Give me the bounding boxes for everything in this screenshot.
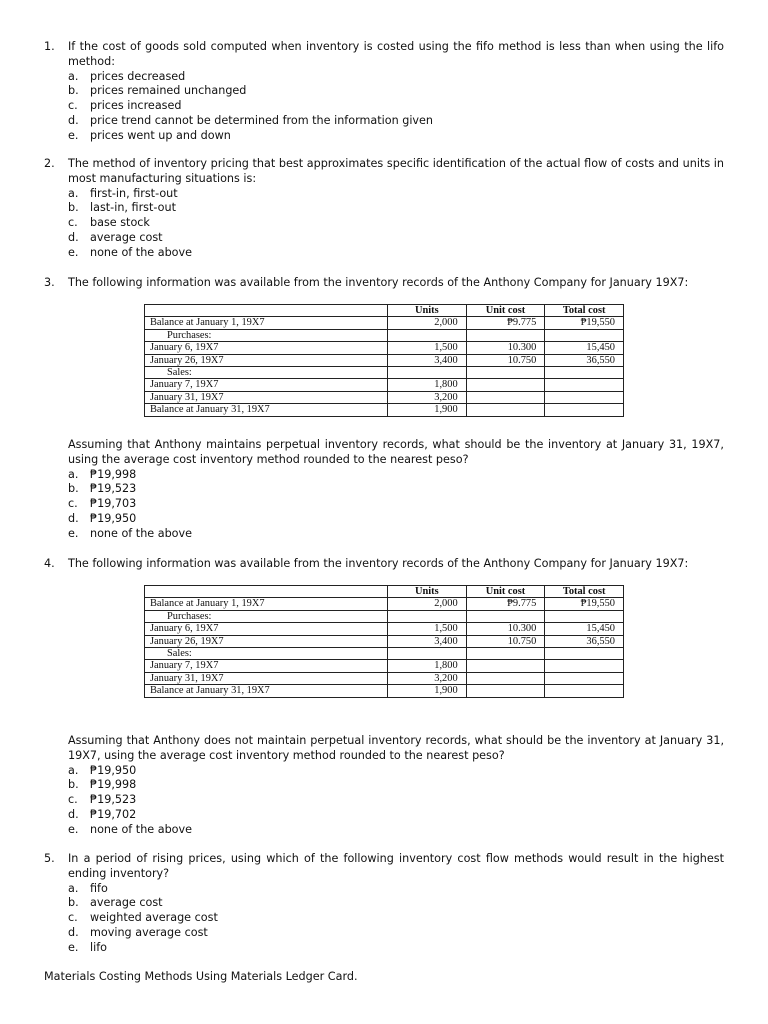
- row-label: January 26, 19X7: [145, 635, 388, 647]
- row-units: 3,400: [388, 635, 467, 647]
- row-total-cost: [545, 648, 624, 660]
- choice-text: prices decreased: [90, 69, 186, 83]
- choice-text: ₱19,950: [90, 511, 137, 525]
- table-header-row: [145, 586, 624, 598]
- question-number: 4.: [44, 557, 55, 570]
- row-total-cost: [545, 404, 624, 416]
- choice-d: [68, 926, 724, 941]
- row-unit-cost: ₱9.775: [466, 317, 545, 329]
- choice-letter: d.: [68, 511, 79, 525]
- choice-text: ₱19,998: [90, 778, 137, 792]
- inventory-table: [144, 585, 624, 698]
- question-text: The method of inventory pricing that best approximates specific identification of the actual flow of costs and units in most manufacturing situations is:: [68, 157, 724, 185]
- row-total-cost: [545, 685, 624, 697]
- question-number: 3.: [44, 276, 55, 289]
- choice-letter: c.: [68, 99, 78, 113]
- choice-text: ₱19,998: [90, 467, 137, 481]
- row-units: 3,400: [388, 354, 467, 366]
- choice-letter: b.: [68, 482, 79, 496]
- table-header-units: Units: [388, 586, 467, 598]
- row-label: Balance at January 1, 19X7: [145, 598, 388, 610]
- row-label: January 6, 19X7: [145, 623, 388, 635]
- choice-c: [68, 911, 724, 926]
- inventory-table: [144, 304, 624, 417]
- table-row: [145, 329, 624, 341]
- choice-e: [68, 823, 724, 838]
- choice-d: [68, 114, 724, 129]
- question-4-followup: [44, 734, 724, 838]
- choice-a: [68, 187, 724, 202]
- row-unit-cost: [466, 685, 545, 697]
- row-unit-cost: 10.750: [466, 635, 545, 647]
- row-unit-cost: [466, 404, 545, 416]
- choice-a: [68, 468, 724, 483]
- table-header-total-cost: Total cost: [545, 305, 624, 317]
- choice-text: last-in, first-out: [90, 201, 176, 215]
- table-row: [145, 672, 624, 684]
- row-unit-cost: [466, 379, 545, 391]
- row-units: 2,000: [388, 598, 467, 610]
- row-unit-cost: [466, 660, 545, 672]
- choice-text: average cost: [90, 896, 163, 910]
- row-units: 1,500: [388, 623, 467, 635]
- table-header-row: [145, 305, 624, 317]
- row-units: [388, 367, 467, 379]
- row-unit-cost: ₱9.775: [466, 598, 545, 610]
- choice-e: [68, 246, 724, 261]
- choice-text: price trend cannot be determined from the information given: [90, 113, 434, 127]
- question-number: 5.: [44, 852, 55, 865]
- choice-list: [68, 187, 724, 261]
- question-4: [44, 557, 724, 572]
- row-unit-cost: 10.300: [466, 342, 545, 354]
- row-units: 3,200: [388, 391, 467, 403]
- table-row: [145, 685, 624, 697]
- choice-e: [68, 129, 724, 144]
- row-label: Balance at January 1, 19X7: [145, 317, 388, 329]
- table-row: [145, 354, 624, 366]
- choice-text: prices increased: [90, 99, 182, 113]
- choice-letter: c.: [68, 911, 78, 925]
- row-label: Purchases:: [145, 329, 388, 341]
- row-total-cost: ₱19,550: [545, 317, 624, 329]
- table-header-units: Units: [388, 305, 467, 317]
- table-header-unit-cost: Unit cost: [466, 305, 545, 317]
- row-units: [388, 329, 467, 341]
- choice-letter: a.: [68, 881, 79, 895]
- question-followup-text: Assuming that Anthony does not maintain perpetual inventory records, what should be the inventory at January 31, 19X7, using the average cost inventory method rounded to the nearest peso?: [68, 734, 724, 762]
- choice-b: [68, 778, 724, 793]
- choice-text: ₱19,523: [90, 482, 137, 496]
- choice-list: [68, 70, 724, 144]
- choice-letter: b.: [68, 896, 79, 910]
- choice-b: [68, 84, 724, 99]
- choice-letter: d.: [68, 113, 79, 127]
- row-label: January 6, 19X7: [145, 342, 388, 354]
- table-row: [145, 317, 624, 329]
- table-header-blank: [145, 586, 388, 598]
- choice-letter: d.: [68, 925, 79, 939]
- choice-text: prices went up and down: [90, 128, 231, 142]
- choice-text: fifo: [90, 881, 108, 895]
- row-unit-cost: [466, 391, 545, 403]
- row-label: Sales:: [145, 367, 388, 379]
- row-total-cost: [545, 672, 624, 684]
- table-row: [145, 610, 624, 622]
- choice-d: [68, 512, 724, 527]
- choice-e: [68, 527, 724, 542]
- row-label: Purchases:: [145, 610, 388, 622]
- row-label: January 7, 19X7: [145, 379, 388, 391]
- table-row: [145, 404, 624, 416]
- choice-d: [68, 231, 724, 246]
- row-units: 1,500: [388, 342, 467, 354]
- choice-a: [68, 70, 724, 85]
- choice-text: ₱19,703: [90, 497, 137, 511]
- choice-letter: a.: [68, 186, 79, 200]
- row-total-cost: [545, 660, 624, 672]
- row-total-cost: 15,450: [545, 623, 624, 635]
- row-label: January 26, 19X7: [145, 354, 388, 366]
- row-label: Sales:: [145, 648, 388, 660]
- choice-letter: a.: [68, 763, 79, 777]
- choice-a: [68, 764, 724, 779]
- choice-text: prices remained unchanged: [90, 84, 247, 98]
- choice-d: [68, 808, 724, 823]
- choice-e: [68, 941, 724, 956]
- row-label: Balance at January 31, 19X7: [145, 404, 388, 416]
- question-3: [44, 276, 724, 291]
- table-row: [145, 635, 624, 647]
- table-row: [145, 623, 624, 635]
- choice-text: ₱19,702: [90, 807, 137, 821]
- row-units: [388, 648, 467, 660]
- row-label: January 31, 19X7: [145, 672, 388, 684]
- table-header-blank: [145, 305, 388, 317]
- row-units: 1,900: [388, 685, 467, 697]
- choice-c: [68, 99, 724, 114]
- choice-b: [68, 201, 724, 216]
- choice-letter: d.: [68, 230, 79, 244]
- row-total-cost: 36,550: [545, 354, 624, 366]
- table-header-unit-cost: Unit cost: [466, 586, 545, 598]
- row-units: 1,900: [388, 404, 467, 416]
- choice-text: none of the above: [90, 245, 193, 259]
- row-label: Balance at January 31, 19X7: [145, 685, 388, 697]
- row-unit-cost: [466, 648, 545, 660]
- choice-letter: b.: [68, 778, 79, 792]
- row-unit-cost: [466, 329, 545, 341]
- question-number: 1.: [44, 40, 55, 53]
- table-row: [145, 391, 624, 403]
- choice-letter: e.: [68, 526, 79, 540]
- table-row: [145, 379, 624, 391]
- question-5: [44, 852, 724, 956]
- choice-text: lifo: [90, 940, 107, 954]
- choice-text: ₱19,523: [90, 793, 137, 807]
- choice-letter: e.: [68, 940, 79, 954]
- table-row: [145, 648, 624, 660]
- table-row: [145, 367, 624, 379]
- table-header-total-cost: Total cost: [545, 586, 624, 598]
- choice-c: [68, 793, 724, 808]
- choice-letter: c.: [68, 216, 78, 230]
- choice-text: base stock: [90, 216, 150, 230]
- row-units: 2,000: [388, 317, 467, 329]
- choice-text: weighted average cost: [90, 911, 218, 925]
- choice-letter: b.: [68, 201, 79, 215]
- choice-text: moving average cost: [90, 925, 208, 939]
- question-3-followup: [44, 438, 724, 542]
- table-row: [145, 660, 624, 672]
- row-units: 1,800: [388, 660, 467, 672]
- choice-b: [68, 482, 724, 497]
- row-unit-cost: 10.300: [466, 623, 545, 635]
- choice-text: none of the above: [90, 822, 193, 836]
- row-label: January 7, 19X7: [145, 660, 388, 672]
- choice-letter: e.: [68, 245, 79, 259]
- row-units: 3,200: [388, 672, 467, 684]
- row-total-cost: [545, 367, 624, 379]
- row-unit-cost: [466, 610, 545, 622]
- row-unit-cost: [466, 672, 545, 684]
- choice-letter: c.: [68, 497, 78, 511]
- choice-list: [68, 468, 724, 542]
- row-total-cost: [545, 379, 624, 391]
- row-units: 1,800: [388, 379, 467, 391]
- question-followup-text: Assuming that Anthony maintains perpetual inventory records, what should be the inventory at January 31, 19X7, using the average cost inventory method rounded to the nearest peso?: [68, 438, 724, 466]
- choice-letter: d.: [68, 807, 79, 821]
- choice-list: [68, 882, 724, 956]
- choice-letter: a.: [68, 467, 79, 481]
- question-text: The following information was available from the inventory records of the Anthony Company for January 19X7:: [68, 276, 689, 289]
- choice-letter: e.: [68, 822, 79, 836]
- question-text: In a period of rising prices, using which of the following inventory cost flow methods would result in the highest ending inventory?: [68, 852, 724, 880]
- row-total-cost: [545, 391, 624, 403]
- question-2: [44, 157, 724, 261]
- choice-a: [68, 882, 724, 897]
- row-units: [388, 610, 467, 622]
- question-text: The following information was available from the inventory records of the Anthony Company for January 19X7:: [68, 557, 689, 570]
- choice-b: [68, 896, 724, 911]
- choice-letter: e.: [68, 128, 79, 142]
- question-number: 2.: [44, 157, 55, 170]
- row-total-cost: ₱19,550: [545, 598, 624, 610]
- table-row: [145, 598, 624, 610]
- table-row: [145, 342, 624, 354]
- choice-text: average cost: [90, 230, 163, 244]
- row-total-cost: [545, 329, 624, 341]
- choice-text: none of the above: [90, 526, 193, 540]
- row-unit-cost: 10.750: [466, 354, 545, 366]
- choice-c: [68, 216, 724, 231]
- choice-c: [68, 497, 724, 512]
- question-1: [44, 40, 724, 144]
- row-total-cost: 36,550: [545, 635, 624, 647]
- question-text: If the cost of goods sold computed when inventory is costed using the fifo method is less than when using the lifo method:: [68, 40, 724, 68]
- row-total-cost: 15,450: [545, 342, 624, 354]
- choice-letter: b.: [68, 84, 79, 98]
- choice-letter: a.: [68, 69, 79, 83]
- row-label: January 31, 19X7: [145, 391, 388, 403]
- choice-letter: c.: [68, 793, 78, 807]
- choice-text: first-in, first-out: [90, 186, 178, 200]
- choice-text: ₱19,950: [90, 763, 137, 777]
- section-footer-text: Materials Costing Methods Using Materials Ledger Card.: [44, 970, 358, 983]
- choice-list: [68, 764, 724, 838]
- row-total-cost: [545, 610, 624, 622]
- row-unit-cost: [466, 367, 545, 379]
